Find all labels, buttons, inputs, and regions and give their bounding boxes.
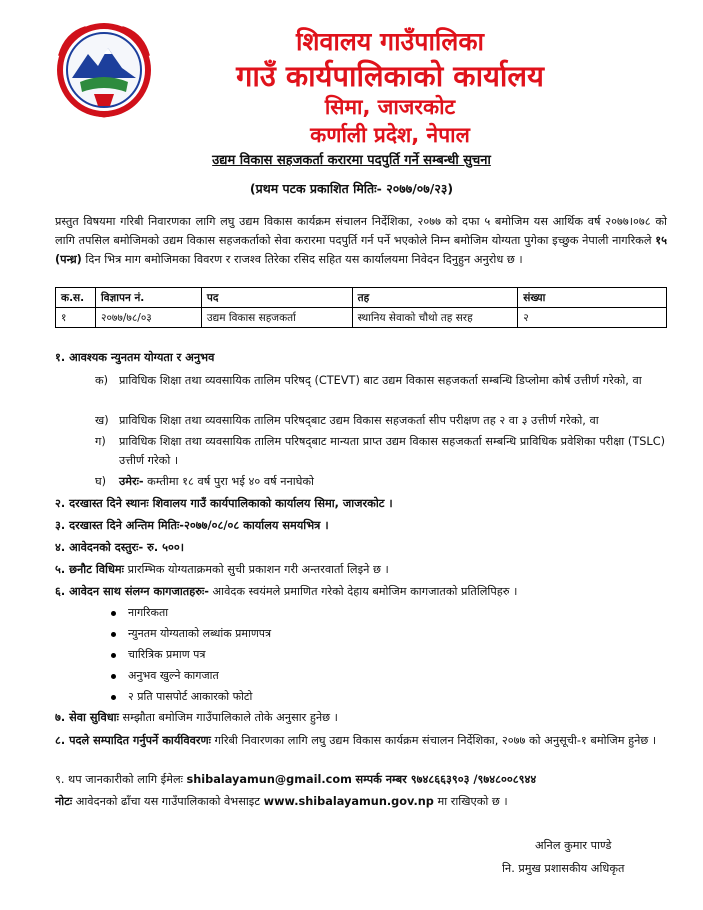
- section-1-title: [55, 350, 214, 365]
- notice-subject: [0, 150, 703, 168]
- office-name: गाउँ कार्यपालिकाको कार्यालय: [236, 59, 544, 93]
- bullet-icon: [111, 611, 116, 616]
- document-list-item: [111, 626, 271, 641]
- document-name: २ प्रति पासपोर्ट आकारको फोटो: [128, 690, 253, 703]
- section-4-text: ४. आवेदनको दस्तुरः- रु. ५००।: [55, 541, 184, 554]
- cell-count: २: [518, 308, 667, 328]
- col-header-post: पद: [201, 288, 352, 308]
- cell-level: स्थानिय सेवाको चौथो तह सरह: [352, 308, 518, 328]
- section-8-text: गरिबी निवारणका लागि लघु उद्यम विकास कार्यक्रम संचालन निर्देशिका, २०७७ को अनुसूची-१ बमोजिम हुनेछ ।: [214, 734, 657, 747]
- document-list-item: [111, 605, 168, 620]
- section-6-label: ६. आवेदन साथ संलग्न कागजातहरुः-: [55, 585, 209, 598]
- item-label: ख): [95, 414, 109, 427]
- bullet-icon: [111, 653, 116, 658]
- section-5: [55, 562, 389, 577]
- section-6: [55, 584, 517, 599]
- section-2: [55, 496, 393, 511]
- document-list-item: [111, 668, 219, 683]
- section-9-text: ९. थप जानकारीको लागि ईमेलः: [55, 773, 183, 786]
- signatory-name: अनिल कुमार पाण्डे: [535, 839, 612, 852]
- section-1-title-text: १. आवश्यक न्युनतम योग्यता र अनुभव: [55, 351, 215, 364]
- item-text: प्राविधिक शिक्षा तथा व्यवसायिक तालिम परिषद्‌बाट मान्यता प्राप्त उद्यम विकास सहजकर्ता सम्बन्धि प्राविधिक प्रवेशिका परीक्षा (TSLC) उत्तीर्ण गरेको ।: [119, 435, 665, 467]
- note-text: आवेदनको ढाँचा यस गाउँपालिकाको वेभसाइट: [75, 795, 261, 808]
- section-8-label: ८. पदले सम्पादित गर्नुपर्ने कार्यविवरणः: [55, 734, 211, 747]
- section-2-text: २. दरखास्त दिने स्थानः शिवालय गाउँ कार्यपालिकाको कार्यालय सिमा, जाजरकोट ।: [55, 497, 393, 510]
- municipality-name: शिवालय गाउँपालिका: [295, 27, 485, 56]
- notice-subject-text: उद्यम विकास सहजकर्ता करारमा पदपुर्ति गर्ने सम्बन्धी सुचना: [212, 153, 491, 168]
- section-7-label: ७. सेवा सुविधाः: [55, 711, 119, 724]
- item-label: घ): [95, 475, 107, 488]
- cell-advert-no: २०७७/७८/०३: [95, 308, 201, 328]
- intro-part2: दिन भित्र माग बमोजिमका विवरण र राजश्व तिरेका रसिद सहित यस कार्यालयमा निवेदन दिनुहुन अनुरोध छ ।: [85, 253, 523, 266]
- table-row: [56, 308, 667, 328]
- col-header-advert-no: विज्ञापन नं.: [95, 288, 201, 308]
- age-label: उमेरः-: [119, 475, 144, 488]
- section-8: [55, 731, 667, 750]
- note-website: www.shibalayamun.gov.np: [263, 795, 434, 808]
- publication-date: (प्रथम पटक प्रकाशित मितिः- २०७७/०७/२३): [249, 181, 454, 196]
- note: [55, 794, 508, 809]
- section-6-text: आवेदक स्वयंमले प्रमाणित गरेको देहाय बमोजिम कागजातको प्रतिलिपिहरु ।: [212, 585, 518, 598]
- contact-email: shibalayamun@gmail.com: [186, 773, 352, 786]
- document-name: न्युनतम योग्यताको लब्धांक प्रमाणपत्र: [128, 627, 272, 640]
- intro-paragraph: [55, 212, 667, 269]
- document-name: चारित्रिक प्रमाण पत्र: [128, 648, 206, 661]
- document-list-item: [111, 689, 252, 704]
- section-4: [55, 540, 184, 555]
- col-header-count: संख्या: [518, 288, 667, 308]
- qualification-item-gha: [95, 472, 665, 491]
- item-label: क): [95, 374, 109, 387]
- section-7-text: सम्झौता बमोजिम गाउँपालिकाले तोके अनुसार हुनेछ ।: [122, 711, 338, 724]
- table-header-row: [56, 288, 667, 308]
- col-header-sn: क.स.: [56, 288, 96, 308]
- section-3-text: ३. दरखास्त दिने अन्तिम मितिः-२०७७/०८/०८ कार्यालय समयभित्र ।: [55, 519, 329, 532]
- section-7: [55, 710, 338, 725]
- province-country: कर्णाली प्रदेश, नेपाल: [310, 123, 470, 147]
- note-label: नोटः: [55, 795, 73, 808]
- section-9: [55, 772, 536, 787]
- qualification-item-ka: [95, 371, 665, 390]
- intro-part1: प्रस्तुत विषयमा गरिबी निवारणका लागि लघु उद्यम विकास कार्यक्रम संचालन निर्देशिका, २०७७ को दफा ५ बमोजिम यस आर्थिक वर्ष २०७७।०७८ को लागि तपसिल बमोजिमको उद्यम विकास सहजकर्ताको सेवा करारमा पदपुर्ति गर्न पर्ने भएकोले निम्न बमोजिम योग्यता पुगेका इच्छुक नेपाली नागरिकले: [55, 215, 667, 247]
- section-5-label: ५. छनौट विधिमः: [55, 563, 124, 576]
- item-text: प्राविधिक शिक्षा तथा व्यवसायिक तालिम परिषद् (CTEVT) बाट उद्यम विकास सहजकर्ता सम्बन्धि डिप्लोमा कोर्ष उत्तीर्ण गरेको, वा: [119, 374, 642, 387]
- item-text-wrap: [119, 472, 665, 491]
- document-name: नागरिकता: [128, 606, 169, 619]
- document-list-item: [111, 647, 206, 662]
- vacancy-table: [55, 287, 667, 328]
- office-address: सिमा, जाजरकोट: [324, 95, 456, 119]
- nepal-government-emblem-icon: [50, 20, 158, 120]
- section-3: [55, 518, 329, 533]
- section-5-text: प्रारम्भिक योग्यताक्रमको सुची प्रकाशन गरी अन्तरवार्ता लिइने छ ।: [127, 563, 389, 576]
- age-text: कम्तीमा १८ वर्ष पुरा भई ४० वर्ष ननाघेको: [147, 475, 314, 488]
- intro-days-bold: १५ (पन्ध्र): [55, 234, 667, 266]
- bullet-icon: [111, 695, 116, 700]
- bullet-icon: [111, 632, 116, 637]
- cell-sn: १: [56, 308, 96, 328]
- note-end: मा राखिएको छ ।: [437, 795, 508, 808]
- qualification-item-kha: [95, 411, 665, 430]
- item-label: ग): [95, 435, 106, 448]
- cell-post: उद्यम विकास सहजकर्ता: [201, 308, 352, 328]
- document-name: अनुभव खुल्ने कागजात: [128, 669, 219, 682]
- contact-phone: सम्पर्क नम्बर ९७४८६६३९०३ /९७४८००८९४४: [355, 773, 537, 786]
- item-text: प्राविधिक शिक्षा तथा व्यवसायिक तालिम परिषद्‌बाट उद्यम विकास सहजकर्ता सीप परीक्षण तह २ वा ३ उत्तीर्ण गरेको, वा: [119, 414, 599, 427]
- bullet-icon: [111, 674, 116, 679]
- qualification-item-ga: [95, 432, 665, 470]
- signatory-title: नि. प्रमुख प्रशासकीय अधिकृत: [502, 862, 625, 875]
- col-header-level: तह: [352, 288, 518, 308]
